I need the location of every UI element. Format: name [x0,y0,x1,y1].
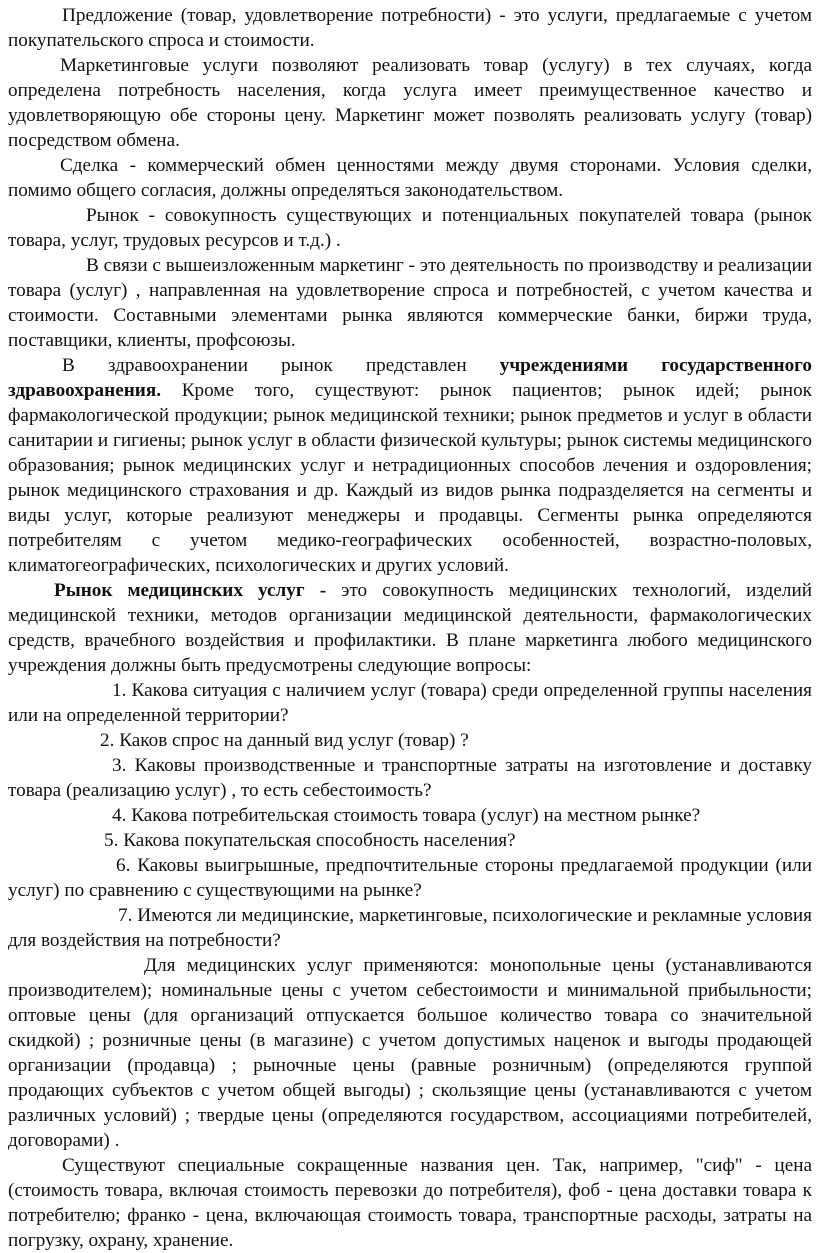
paragraph-healthcare-market [8,353,812,578]
paragraph-deal-definition: Сделка - коммерческий обмен ценностями между двумя сторонами. Условия сделки, помимо общего согласия, должны определяться законодательством. [8,155,812,201]
list-item-question-5: 5. Какова покупательская способность населения? [104,830,516,851]
list-item-question-6: 6. Каковы выигрышные, предпочтительные стороны предлагаемой продукции (или услуг) по сравнению с существующими на рынке? [8,855,812,901]
medical-services-market-term: Рынок медицинских услуг - [54,580,327,601]
medical-services-market-body: это совокупность медицинских технологий, изделий медицинской техники, методов организации медицинской деятельности, фармакологических средств, врачебного воздействия и профилактики. В плане маркетинга любого медицинского учреждения должны быть предусмотрены следующие вопросы: [8,580,812,676]
paragraph-marketing-activity: В связи с вышеизложенным маркетинг - это деятельность по производству и реализации товара (услуг) , направленная на удовлетворение спроса и потребностей, с учетом качества и стоимости. Составными элементами рынка являются коммерческие банки, биржи труда, поставщики, клиенты, профсоюзы. [8,255,812,351]
list-item-question-2: 2. Каков спрос на данный вид услуг (товар) ? [100,730,469,751]
paragraph-price-abbreviations: Существуют специальные сокращенные названия цен. Так, например, "сиф" - цена (стоимость товара, включая стоимость перевозки до потребителя), фоб - цена доставки товара к потребителю; франко - цена, включающая стоимость товара, транспортные расходы, затраты на погрузку, охрану, хранение. [8,1155,812,1251]
healthcare-market-bold-term: учреждениями государственного здравоохранения. [8,355,812,401]
paragraph-marketing-services: Маркетинговые услуги позволяют реализовать товар (услугу) в тех случаях, когда определена потребность населения, когда услуга имеет преимущественное качество и удовлетворяющую обе стороны цену. Маркетинг может позволять реализовать услугу (товар) посредством обмена. [8,55,812,151]
paragraph-market-definition: Рынок - совокупность существующих и потенциальных покупателей товара (рынок товара, услуг, трудовых ресурсов и т.д.) . [8,205,812,251]
paragraph-medical-services-market [8,578,812,678]
list-item-question-7: 7. Имеются ли медицинские, маркетинговые, психологические и рекламные условия для воздействия на потребности? [8,905,812,951]
healthcare-market-body: Кроме того, существуют: рынок пациентов; рынок идей; рынок фармакологической продукции; рынок медицинской техники; рынок предметов и услуг в области санитарии и гигиены; рынок услуг в области физической культуры; рынок системы медицинского образования; рынок медицинских услуг и нетрадиционных способов лечения и оздоровления; рынок медицинского страхования и др. Каждый из видов рынка подразделяется на сегменты и виды услуг, которые реализуют менеджеры и продавцы. Сегменты рынка определяются потребителям с учетом медико-географических особенностей, возрастно-половых, климатогеографических, психологических и других условий. [8,380,812,576]
paragraph-offer-definition: Предложение (товар, удовлетворение потребности) - это услуги, предлагаемые с учетом покупательского спроса и стоимости. [8,5,812,51]
healthcare-market-intro: В здравоохранении рынок представлен [62,355,500,376]
paragraph-price-types: Для медицинских услуг применяются: монопольные цены (устанавливаются производителем); номинальные цены с учетом себестоимости и минимальной прибыльности; оптовые цены (для организаций отпускается большое количество товара со значительной скидкой) ; розничные цены (в магазине) с учетом допустимых наценок и выгоды продающей организации (продавца) ; рыночные цены (равные розничным) (определяются группой продающих субъектов с учетом общей выгоды) ; скользящие цены (устанавливаются с учетом различных условий) ; твердые цены (определяются государством, ассоциациями потребителей, договорами) . [8,955,812,1151]
list-item-question-1: 1. Какова ситуация с наличием услуг (товара) среди определенной группы населения или на определенной территории? [8,680,812,726]
list-item-question-3: 3. Каковы производственные и транспортные затраты на изготовление и доставку товара (реализацию услуг) , то есть себестоимость? [8,755,812,801]
list-item-question-4: 4. Какова потребительская стоимость товара (услуг) на местном рынке? [112,805,701,826]
